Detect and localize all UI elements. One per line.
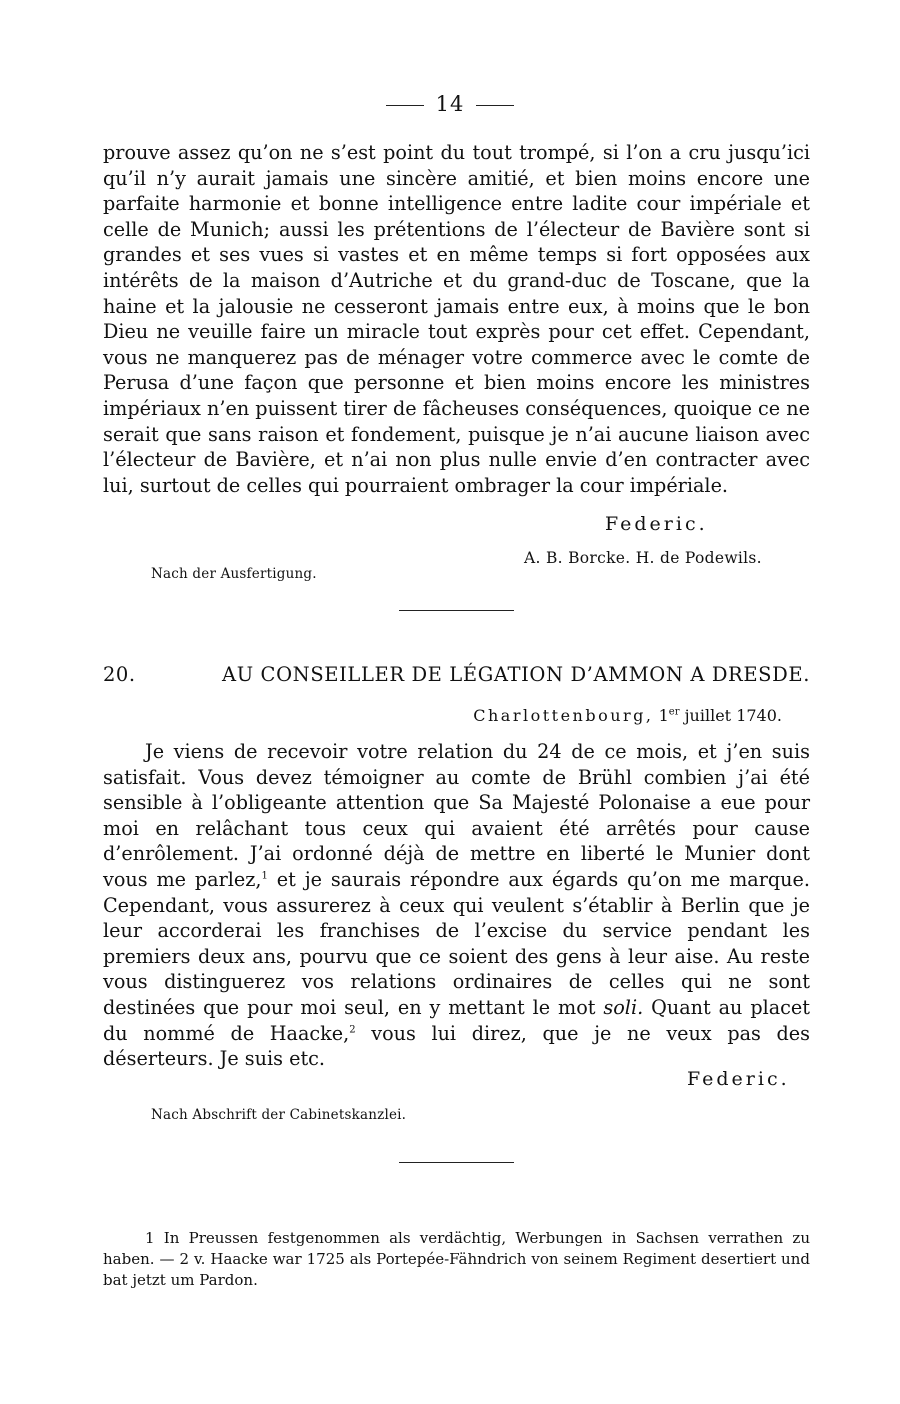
letter-20-dateline xyxy=(473,706,782,725)
dateline-place: Charlottenbourg, xyxy=(473,706,654,725)
footnote-divider xyxy=(399,1162,514,1163)
footnote-text-2: v. Haacke war 1725 als Portepée-Fähndrich von seinem Regiment desertiert und bat jetzt um Pardon. xyxy=(103,1250,810,1289)
letter-20-signature: Federic. xyxy=(687,1068,790,1090)
letter-19-signature: Federic. xyxy=(605,513,708,535)
footnotes xyxy=(103,1228,810,1291)
page-number-text: 14 xyxy=(435,92,465,116)
letter-19-countersignatures: A. B. Borcke. H. de Podewils. xyxy=(524,549,762,567)
letter-19-source-note: Nach der Ausfertigung. xyxy=(151,566,317,582)
letter-20-body-part-3: Quant au placet du nommé de Haacke, xyxy=(103,995,810,1045)
footnote-text-1: In Preussen festgenommen als verdächtig, Werbungen in Sachsen verrathen zu haben. — xyxy=(103,1229,810,1268)
footnote-reference-2[interactable]: 2 xyxy=(349,1024,356,1036)
letter-20-body-part-4: vous lui direz, que je ne veux pas des déserteurs. Je suis etc. xyxy=(103,1021,810,1071)
letter-19-paragraph: prouve assez qu’on ne s’est point du tout trompé, si l’on a cru jusqu’ici qu’il n’y aurait jamais une sincère amitié, et bien moins encore une parfaite harmonie et bonne intelligence entre ladite cour impériale et celle de Munich; aussi les prétentions de l’électeur de Bavière sont si grandes et ses vues si vastes et en même temps si fort opposées aux intérêts de la maison d’Autriche et du grand-duc de Toscane, que la haine et la jalousie ne cesseront jamais entre eux, à moins que le bon Dieu ne veuille faire un miracle tout exprès pour cet effet. Cependant, vous ne manquerez pas de ménager votre commerce avec le comte de Perusa d’une façon que personne et bien moins encore les ministres impériaux n’en puissent tirer de fâcheuses conséquences, quoique ce ne serait que sans raison et fondement, puisque je n’ai aucune liaison avec l’électeur de Bavière, et n’ai non plus nulle envie d’en contracter avec lui, surtout de celles qui pourraient ombrager la cour impériale. xyxy=(103,141,810,497)
letter-20-body-part-1: Je viens de recevoir votre relation du 24 de ce mois, et j’en suis satisfait. Vous devez témoigner au comte de Brühl combien j’ai été sensible à l’obligeante attention que Sa Majesté Polonaise a eue pour moi en relâchant tous ceux qui avaient été arrêtés pour cause d’enrôlement. J’ai ordonné déjà de mettre en liberté le Munier dont vous me parlez, xyxy=(103,740,810,891)
letter-20-body-italic-word: soli. xyxy=(603,995,644,1019)
footnote-marker-1: 1 xyxy=(145,1229,155,1247)
section-divider xyxy=(399,610,514,611)
page-number xyxy=(0,92,900,116)
footnote-marker-2: 2 xyxy=(179,1250,189,1268)
dateline-day: 1 xyxy=(658,706,669,725)
left-dash xyxy=(386,105,424,106)
letter-20-source-note: Nach Abschrift der Cabinetskanzlei. xyxy=(151,1107,407,1123)
dateline-rest: juillet 1740. xyxy=(684,706,782,725)
letter-20-title: AU CONSEILLER DE LÉGATION D’AMMON A DRESDE. xyxy=(222,663,810,686)
right-dash xyxy=(476,105,514,106)
footnote-reference-1[interactable]: 1 xyxy=(261,870,268,882)
letter-20-number: 20. xyxy=(103,663,136,686)
letter-20-body-part-2: et je saurais répondre aux égards qu’on me marque. Cependant, vous assurerez à ceux qui veulent s’établir à Berlin que je leur accorderai les franchises de l’excise du service pendant les premiers deux ans, pourvu que ce soient des gens à leur aise. Au reste vous distinguerez vos relations ordinaires de celles qui ne sont destinées que pour moi seul, en y mettant le mot xyxy=(103,867,810,1019)
letter-20-heading xyxy=(103,663,810,686)
dateline-day-suffix: er xyxy=(668,706,680,718)
letter-20-body xyxy=(103,739,810,1072)
